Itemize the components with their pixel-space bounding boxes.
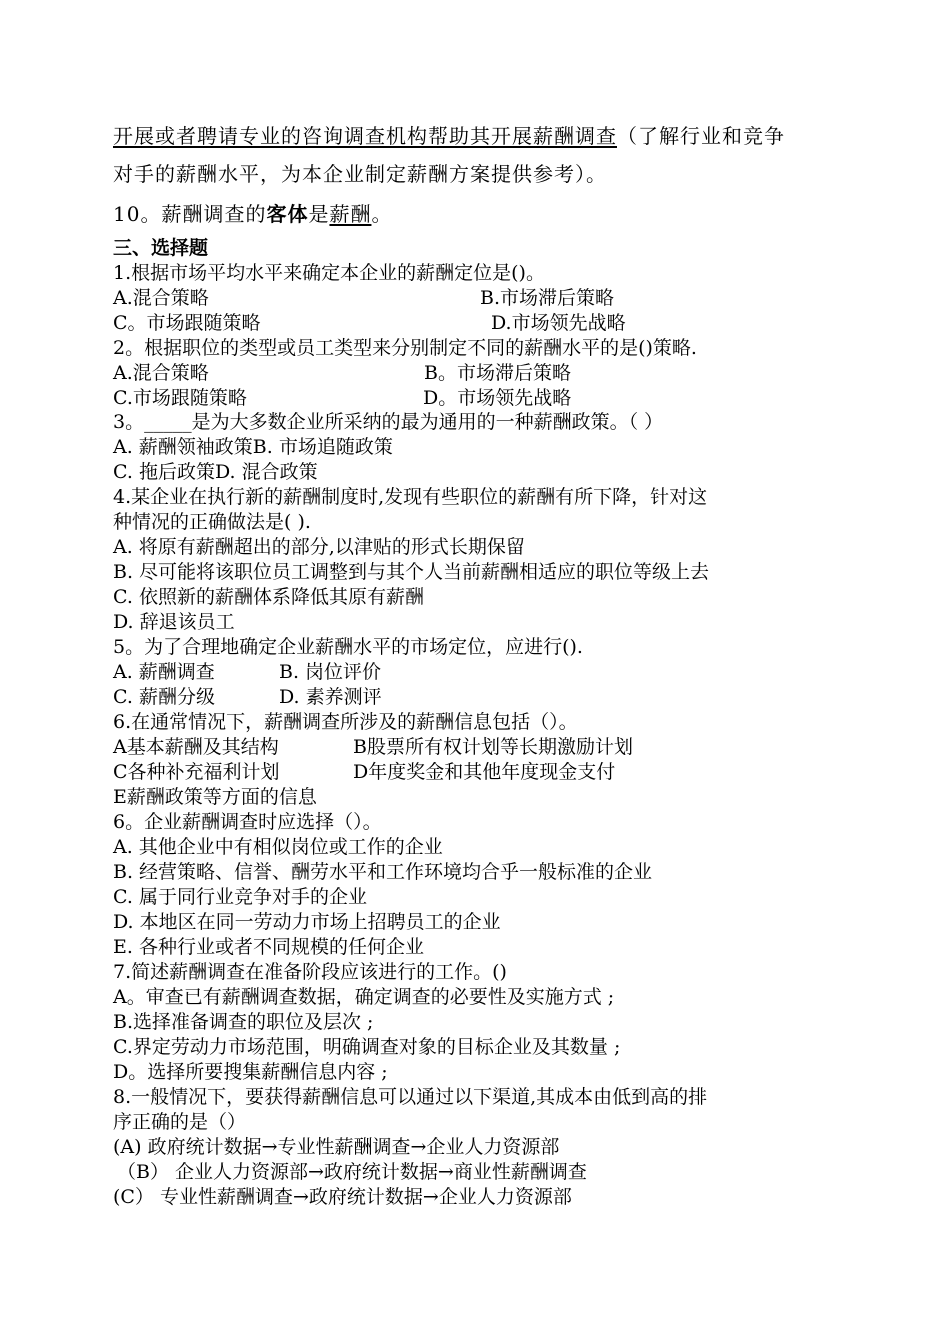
q6x-option-c: C. 属于同行业竞争对手的企业 [113, 886, 367, 908]
q6-option-c: C各种补充福利计划 [113, 761, 280, 783]
q2-options-row1 [113, 361, 571, 385]
q2-option-b: B。市场滞后策略 [424, 362, 571, 384]
q6-option-b: B股票所有权计划等长期激励计划 [353, 736, 633, 758]
q5-options-row2 [113, 685, 382, 709]
q1-option-c: C。市场跟随策略 [113, 312, 261, 334]
q7-option-d: D。选择所要搜集薪酬信息内容 ; [113, 1061, 388, 1083]
question-5: 5。为了合理地确定企业薪酬水平的市场定位，应进行(). [113, 636, 583, 658]
question-2: 2。根据职位的类型或员工类型来分别制定不同的薪酬水平的是()策略. [113, 337, 697, 359]
q6-options-row1 [113, 735, 633, 759]
q8-option-b: （B） 企业人力资源部→政府统计数据→商业性薪酬调查 [117, 1161, 587, 1183]
q1-options-row1 [113, 286, 615, 310]
q6x-option-b: B. 经营策略、信誉、酬劳水平和工作环境均合乎一般标准的企业 [113, 861, 653, 883]
intro-underlined-text: 开展或者聘请专业的咨询调查机构帮助其开展薪酬调查 [113, 124, 617, 148]
q7-option-c: C.界定劳动力市场范围，明确调查对象的目标企业及其数量 ; [113, 1036, 621, 1058]
q4-option-b: B. 尽可能将该职位员工调整到与其个人当前薪酬相适应的职位等级上去 [113, 561, 710, 583]
q6-option-a: A基本薪酬及其结构 [113, 736, 279, 758]
q7-option-b: B.选择准备调查的职位及层次 ; [113, 1011, 374, 1033]
item-10-suffix: 。 [371, 202, 393, 226]
intro-text: （了解行业和竞争 [617, 124, 785, 148]
q2-option-c: C.市场跟随策略 [113, 387, 247, 409]
item-10-bold: 客体 [266, 202, 309, 226]
question-4-line-1: 4.某企业在执行新的薪酬制度时,发现有些职位的薪酬有所下降，针对这 [113, 486, 708, 508]
q4-option-c: C. 依照新的薪酬体系降低其原有薪酬 [113, 586, 424, 608]
item-10-underlined: 薪酬 [329, 202, 372, 226]
section-title: 三、选择题 [113, 237, 209, 259]
q6x-option-d: D. 本地区在同一劳动力市场上招聘员工的企业 [113, 911, 501, 933]
question-8-line-1: 8.一般情况下，要获得薪酬信息可以通过以下渠道,其成本由低到高的排 [113, 1086, 708, 1108]
item-10 [113, 202, 392, 226]
intro-line-2: 对手的薪酬水平，为本企业制定薪酬方案提供参考）。 [113, 162, 607, 186]
q7-option-a: A。审查已有薪酬调查数据，确定调查的必要性及实施方式 ; [113, 986, 615, 1008]
q2-option-d: D。市场领先战略 [423, 387, 572, 409]
q3-options-row2: C. 拖后政策D. 混合政策 [113, 461, 318, 483]
q5-option-a: A. 薪酬调查 [113, 661, 215, 683]
q8-option-a: (A) 政府统计数据→专业性薪酬调查→企业人力资源部 [113, 1136, 560, 1158]
item-10-prefix: 10。薪酬调查的 [113, 202, 267, 226]
q4-option-d: D. 辞退该员工 [113, 611, 235, 633]
question-8-line-2: 序正确的是（） [113, 1111, 247, 1133]
q5-options-row1 [113, 660, 382, 684]
question-7: 7.简述薪酬调查在准备阶段应该进行的工作。() [113, 961, 507, 983]
q1-options-row2 [113, 311, 626, 335]
question-6-second: 6。企业薪酬调查时应选择（）。 [113, 811, 382, 833]
item-10-mid: 是 [308, 202, 330, 226]
q3-options-row1: A. 薪酬领袖政策B. 市场追随政策 [113, 436, 393, 458]
q1-option-a: A.混合策略 [113, 287, 209, 309]
q5-option-d: D. 素养测评 [279, 686, 382, 708]
q6x-option-a: A. 其他企业中有相似岗位或工作的企业 [113, 836, 443, 858]
q6-option-e: E薪酬政策等方面的信息 [113, 786, 317, 808]
q1-option-b: B.市场滞后策略 [480, 287, 615, 309]
q5-option-b: B. 岗位评价 [279, 661, 382, 683]
q2-option-a: A.混合策略 [113, 362, 209, 384]
question-4-line-2: 种情况的正确做法是( ). [113, 511, 311, 533]
q1-option-d: D.市场领先战略 [491, 312, 626, 334]
question-6: 6.在通常情况下，薪酬调查所涉及的薪酬信息包括（）。 [113, 711, 578, 733]
q2-options-row2 [113, 386, 572, 410]
q6-option-d: D年度奖金和其他年度现金支付 [353, 761, 616, 783]
q8-option-c: (C） 专业性薪酬调查→政府统计数据→企业人力资源部 [113, 1186, 572, 1208]
q4-option-a: A. 将原有薪酬超出的部分,以津贴的形式长期保留 [113, 536, 525, 558]
question-1: 1.根据市场平均水平来确定本企业的薪酬定位是()。 [113, 262, 545, 284]
q6x-option-e: E. 各种行业或者不同规模的任何企业 [113, 936, 424, 958]
q5-option-c: C. 薪酬分级 [113, 686, 215, 708]
q6-options-row2 [113, 760, 616, 784]
intro-line-1 [113, 124, 785, 148]
question-3: 3。_____是为大多数企业所采纳的最为通用的一种薪酬政策。（ ） [113, 411, 664, 433]
